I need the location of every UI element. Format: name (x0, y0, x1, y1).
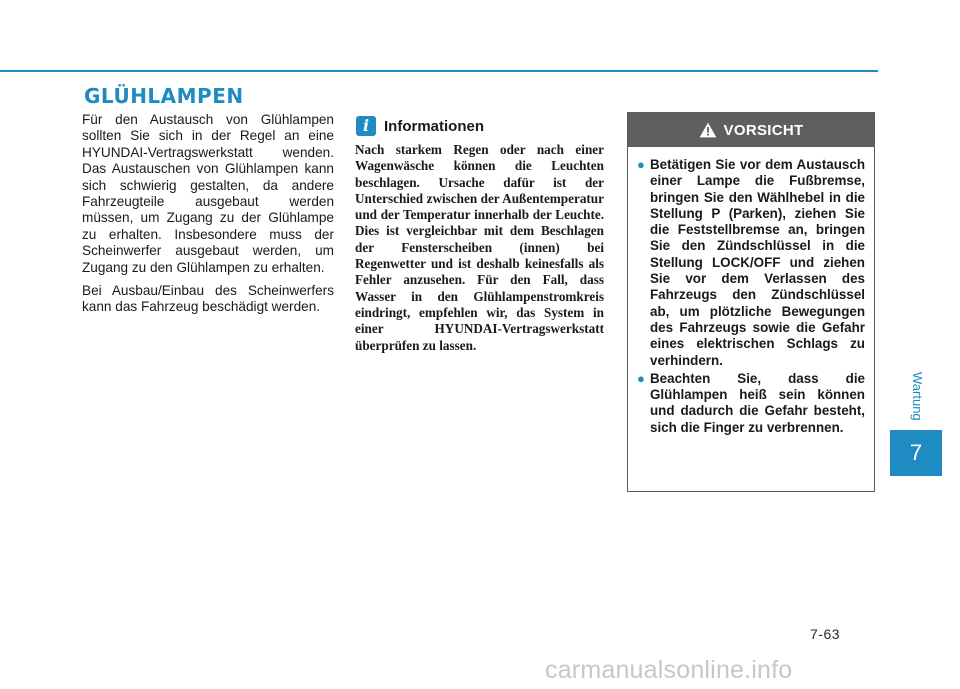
info-title: Informationen (384, 117, 484, 135)
warning-triangle-icon (699, 122, 717, 138)
caution-list (628, 147, 874, 436)
section-title: GLÜHLAMPEN (84, 84, 244, 108)
caution-label: VORSICHT (723, 121, 804, 139)
intro-paragraph-1: Für den Austausch von Glühlampen sollten Sie sich in der Regel an eine HYUNDAI-Vertragswerkstatt wenden. Das Austauschen von Glühlampen kann sich schwierig gestalten, da andere Fahrzeugteile ausgebaut werden müssen, um Zugang zu der Glühlampe zu erhalten. Insbesondere muss der Scheinwerfer ausgebaut werden, um Zugang zu den Glühlampen zu erhalten. (82, 112, 334, 275)
top-divider (0, 70, 878, 72)
caution-item-text: Betätigen Sie vor dem Austausch einer Lampe die Fußbremse, bringen Sie den Wählhebel in die Stellung P (Parken), ziehen Sie die Feststellbremse an, bringen Sie den Zündschlüssel in die Stellung LOCK/OFF und ziehen Sie vor dem Verlassen des Fahrzeugs den Zündschlüssel ab, um plötzliche Bewegungen des Fahrzeugs sowie die Gefahr eines elektrischen Schlags zu verhindern. (650, 157, 865, 368)
watermark: carmanualsonline.info (545, 656, 793, 684)
info-heading (356, 114, 484, 138)
chapter-tab: 7 (890, 430, 942, 476)
bullet-icon: ● (637, 370, 645, 386)
caution-item (637, 157, 865, 369)
bullet-icon: ● (637, 157, 645, 172)
caution-header (628, 113, 874, 147)
page-number: 7-63 (810, 626, 841, 642)
caution-item-text: Beachten Sie, dass die Glühlampen heiß sein können und dadurch die Gefahr besteht, sich die Finger zu verbrennen. (650, 370, 865, 435)
chapter-label: Wartung (910, 371, 925, 421)
info-body: Nach starkem Regen oder nach einer Wagenwäsche können die Leuchten beschlagen. Ursache dafür ist der Unterschied zwischen der Außentemperatur und der Temperatur innerhalb der Leuchte. Dies ist vergleichbar mit dem Beschlagen der Fensterscheiben (innen) bei Regenwetter und ist deshalb keinesfalls als Fehler anzusehen. Für den Fall, dass Wasser in den Glühlampenstromkreis eindringt, empfehlen wir, das System in einer HYUNDAI-Vertragswerkstatt überprüfen zu lassen. (355, 142, 604, 353)
intro-column (82, 112, 334, 323)
caution-box (627, 112, 875, 492)
caution-item (637, 371, 865, 436)
info-icon: i (356, 116, 376, 136)
intro-paragraph-2: Bei Ausbau/Einbau des Scheinwerfers kann das Fahrzeug beschädigt werden. (82, 283, 334, 315)
